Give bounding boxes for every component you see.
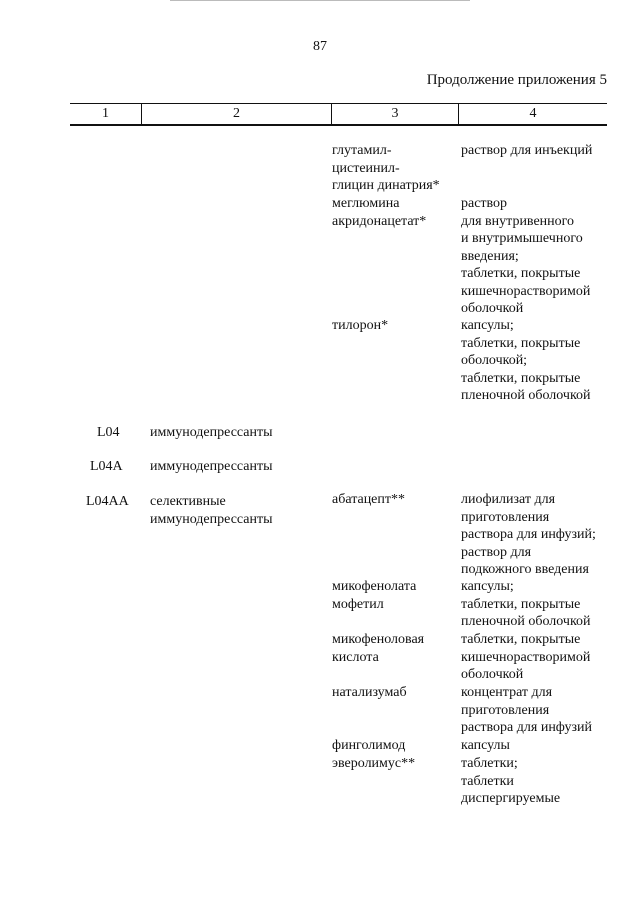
header-col-4: 4 (458, 104, 607, 124)
header-col-3: 3 (331, 104, 458, 124)
dosage-form: таблетки, покрытые кишечнорастворимой оболочкой (461, 632, 591, 682)
drug-name: финголимод (332, 738, 406, 753)
drug-name: натализумаб (332, 685, 407, 700)
atc-group: иммунодепрессанты (150, 425, 273, 440)
dosage-form: раствор для внутривенного и внутримышечного введения; таблетки, покрытые кишечнорастворимой оболочкой (461, 196, 591, 316)
page-number: 87 (313, 39, 327, 54)
drug-name: микофеноловая кислота (332, 632, 425, 665)
drug-name: глутамил- цистеинил- глицин динатрия* (332, 143, 440, 193)
dosage-form: лиофилизат для приготовления раствора для инфузий; раствор для подкожного введения (461, 492, 596, 577)
dosage-form: капсулы (461, 738, 510, 753)
drug-name: меглюмина акридонацетат* (332, 196, 427, 229)
drug-name: микофенолата мофетил (332, 579, 417, 612)
header-col-2: 2 (141, 104, 331, 124)
atc-group: иммунодепрессанты (150, 459, 273, 474)
continuation-label: Продолжение приложения 5 (426, 72, 607, 88)
table-header (70, 103, 607, 126)
header-col-1: 1 (102, 106, 109, 121)
dosage-form: раствор для инъекций (461, 143, 593, 158)
atc-code: L04A (90, 459, 123, 474)
dosage-form: таблетки; таблетки диспергируемые (461, 756, 561, 806)
atc-code: L04 (97, 425, 120, 440)
dosage-form: капсулы; таблетки, покрытые пленочной оболочкой (461, 579, 591, 629)
atc-group: селективные иммунодепрессанты (150, 494, 273, 527)
dosage-form: капсулы; таблетки, покрытые оболочкой; таблетки, покрытые пленочной оболочкой (461, 318, 591, 403)
drug-name: абатацепт** (332, 492, 406, 507)
dosage-form: концентрат для приготовления раствора для инфузий (461, 685, 593, 735)
drug-name: эверолимус** (332, 756, 416, 771)
atc-code: L04AA (86, 494, 129, 509)
drug-name: тилорон* (332, 318, 389, 333)
top-scan-rule (170, 0, 470, 1)
